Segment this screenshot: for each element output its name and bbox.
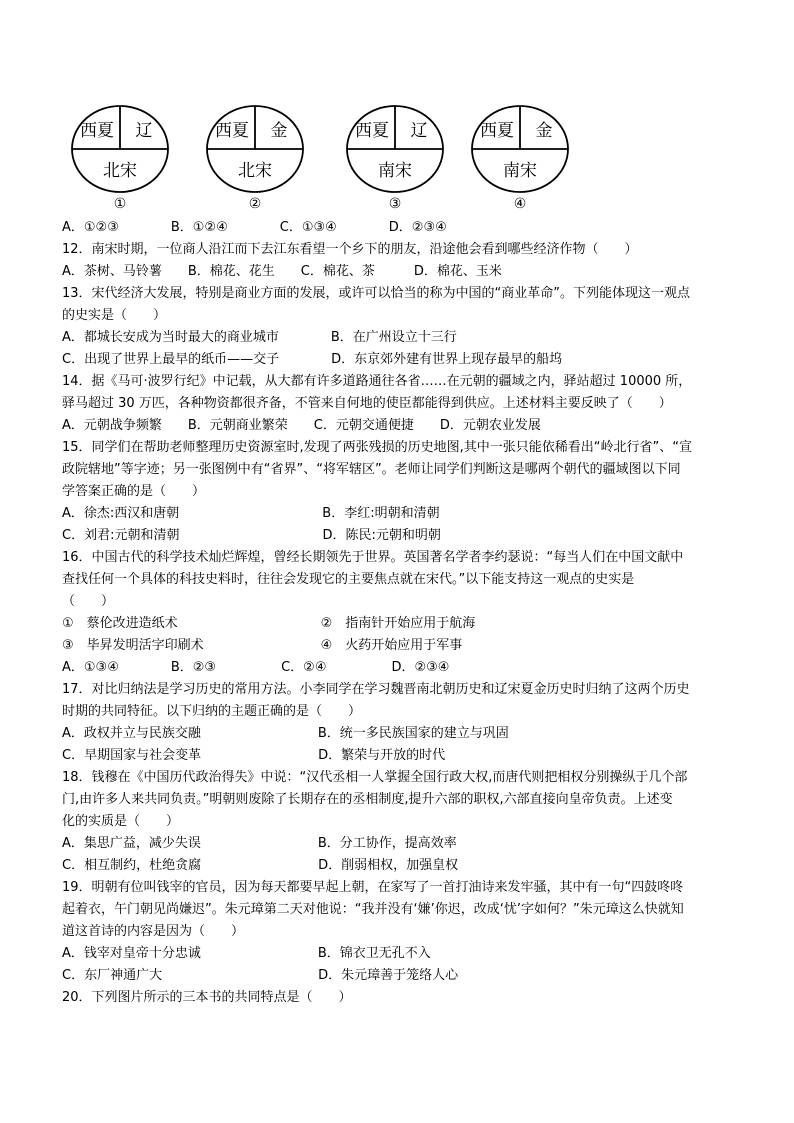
q17-options-cd: C．早期国家与社会变革 D．繁荣与开放的时代	[62, 748, 446, 763]
q13-stem-line2: 的史实是（ ）	[62, 308, 167, 323]
q19-options-cd: C．东厂神通广大 D．朱元璋善于笼络人心	[62, 968, 459, 983]
region-right: 辽	[135, 121, 153, 141]
q18-stem-line3: 化的实质是（ ）	[62, 814, 180, 829]
q19-stem-line2: 起着衣，午门朝见尚嫌迟”。朱元璋第二天对他说：“我并没有‘嫌’你迟，改成‘忧’字如何？”朱元璋这么快就知	[62, 902, 684, 917]
q19-options-ab: A．钱宰对皇帝十分忠诚 B．锦衣卫无孔不入	[62, 946, 431, 961]
circle-diagram	[70, 104, 170, 194]
region-bottom: 北宋	[103, 161, 137, 181]
region-right: 金	[535, 121, 553, 141]
q16-items-34: ③ 毕昇发明活字印刷术 ④ 火药开始应用于军事	[62, 638, 463, 653]
diagram-number: ③	[388, 196, 402, 212]
circle-diagram	[205, 104, 305, 194]
q20-stem: 20．下列图片所示的三本书的共同特点是（ ）	[62, 990, 352, 1005]
q18-options-ab: A．集思广益，减少失误 B．分工协作，提高效率	[62, 836, 457, 851]
q16-stem-line1: 16．中国古代的科学技术灿烂辉煌，曾经长期领先于世界。英国著名学者李约瑟说：“每当人们在中国文献中	[62, 550, 684, 565]
map-diagram-4	[470, 104, 590, 212]
region-left: 西夏	[215, 121, 249, 141]
q14-stem-line2: 驿马超过 30 万匹，各种物资都很齐备，不管来自何地的使臣都能得到供应。上述材料主要反映了（ ）	[62, 396, 672, 411]
map-diagram-row	[70, 104, 590, 214]
q16-options: A．①③④ B．②③ C．②④ D．②③④	[62, 660, 450, 675]
q12-options: A．茶树、马铃薯 B．棉花、花生 C．棉花、茶 D．棉花、玉米	[62, 264, 502, 279]
q18-stem-line2: 门,由许多人来共同负责。”明朝则废除了长期存在的丞相制度,提升六部的职权,六部直接向皇帝负责。上述变	[62, 792, 673, 807]
circle-diagram	[470, 104, 570, 194]
q15-options-ab: A．徐杰:西汉和唐朝 B．李红:明朝和清朝	[62, 506, 440, 521]
region-bottom: 北宋	[238, 161, 272, 181]
q16-items-12: ① 蔡伦改进造纸术 ② 指南针开始应用于航海	[62, 616, 476, 631]
q12-stem: 12．南宋时期，一位商人沿江而下去江东看望一个乡下的朋友，沿途他会看到哪些经济作物（ ）	[62, 242, 638, 257]
region-right: 辽	[410, 121, 428, 141]
q18-stem-line1: 18．钱穆在《中国历代政治得失》中说：“汉代丞相一人掌握全国行政大权,而唐代则把相权分别操纵于几个部	[62, 770, 688, 785]
q16-stem-line3: （ ）	[62, 594, 115, 609]
q14-options: A．元朝战争频繁 B．元朝商业繁荣 C．元朝交通便捷 D．元朝农业发展	[62, 418, 541, 433]
region-left: 西夏	[355, 121, 389, 141]
q17-stem-line1: 17．对比归纳法是学习历史的常用方法。小李同学在学习魏晋南北朝历史和辽宋夏金历史时归纳了这两个历史	[62, 682, 690, 697]
q16-stem-line2: 查找任何一个具体的科技史料时，往往会发现它的主要焦点就在宋代。”以下能支持这一观点的史实是	[62, 572, 635, 587]
q19-stem-line1: 19．明朝有位叫钱宰的官员，因为每天都要早起上朝，在家写了一首打油诗来发牢骚，其中有一句“四鼓咚咚	[62, 880, 684, 895]
region-left: 西夏	[480, 121, 514, 141]
q13-options-ab: A．都城长安成为当时最大的商业城市 B．在广州设立十三行	[62, 330, 457, 345]
q14-stem-line1: 14．据《马可·波罗行纪》中记载，从大都有许多道路通往各省……在元朝的疆域之内，驿站超过 10000 所，	[62, 374, 692, 389]
region-right: 金	[270, 121, 288, 141]
diagram-number: ④	[513, 196, 527, 212]
diagram-number: ①	[113, 196, 127, 212]
map-diagram-3	[345, 104, 465, 212]
region-bottom: 南宋	[503, 161, 537, 181]
q15-stem-line1: 15．同学们在帮助老师整理历史资源室时,发现了两张残损的历史地图,其中一张只能依稀看出“岭北行省”、“宣	[62, 440, 693, 455]
q17-options-ab: A．政权并立与民族交融 B．统一多民族国家的建立与巩固	[62, 726, 509, 741]
circle-diagram	[345, 104, 445, 194]
q15-stem-line2: 政院辖地”等字迹；另一张图例中有“省界”、“将军辖区”。老师让同学们判断这是哪两个朝代的疆域图以下同	[62, 462, 681, 477]
region-bottom: 南宋	[378, 161, 412, 181]
map-diagram-2	[205, 104, 325, 212]
q19-stem-line3: 道这首诗的内容是因为（ ）	[62, 924, 245, 939]
q15-stem-line3: 学答案正确的是（ ）	[62, 484, 206, 499]
q18-options-cd: C．相互制约，杜绝贪腐 D．削弱相权，加强皇权	[62, 858, 459, 873]
region-left: 西夏	[80, 121, 114, 141]
q11-options: A．①②③ B．①②④ C．①③④ D．②③④	[62, 220, 447, 235]
q13-options-cd: C．出现了世界上最早的纸币——交子 D．东京郊外建有世界上现存最早的船坞	[62, 352, 563, 367]
q15-options-cd: C．刘君:元朝和清朝 D．陈民:元朝和明朝	[62, 528, 441, 543]
diagram-number: ②	[248, 196, 262, 212]
q17-stem-line2: 时期的共同特征。以下归纳的主题正确的是（ ）	[62, 704, 362, 719]
q13-stem-line1: 13．宋代经济大发展，特别是商业方面的发展，或许可以恰当的称为中国的“商业革命”。下列能体现这一观点	[62, 286, 691, 301]
map-diagram-1	[70, 104, 190, 212]
